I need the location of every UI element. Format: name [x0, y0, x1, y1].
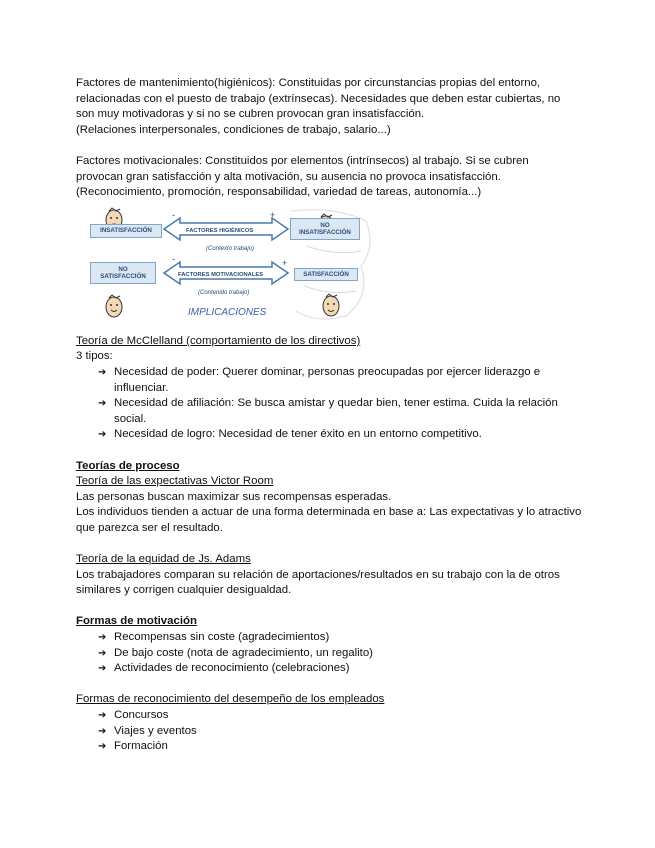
hygiene-line: son muy motivadoras y si no se cubren provocan gran insatisfacción.	[76, 108, 425, 121]
satisfaccion-box: SATISFACCIÓN	[294, 268, 358, 281]
factores-motivacionales-label: FACTORES MOTIVACIONALES	[178, 271, 264, 278]
list-item: ➔ Actividades de reconocimiento (celebraciones)	[98, 661, 591, 677]
motivational-line: (Reconocimiento, promoción, responsabilidad, variedad de tareas, autonomía...)	[76, 186, 482, 199]
list-item: ➔ Necesidad de poder: Querer dominar, personas preocupadas por ejercer liderazgo e influenciar.	[98, 365, 591, 396]
herzberg-diagram	[76, 206, 376, 324]
motivational-line: provocan gran satisfacción y alta motivación, su ausencia no provoca insatisfacción.	[76, 170, 501, 183]
contexto-label: (Contexto trabajo)	[206, 245, 255, 252]
contenido-label: (Contenido trabajo)	[198, 289, 250, 296]
plus-sign: +	[270, 209, 276, 220]
minus-sign: -	[172, 209, 175, 220]
hygiene-line: relacionadas con el puesto de trabajo (extrínsecas). Necesidades que deben estar cubiertas, no	[76, 92, 561, 105]
motivational-line: Factores motivacionales: Constituidos por elementos (intrínsecos) al trabajo. Si se cubren	[76, 154, 529, 167]
motivation-forms-heading: Formas de motivación	[76, 615, 197, 628]
implicaciones-label: IMPLICACIONES	[188, 306, 267, 318]
list-item: ➔ Viajes y eventos	[98, 724, 591, 740]
recognition-heading: Formas de reconocimiento del desempeño de los empleados	[76, 693, 385, 706]
mcclelland-intro: 3 tipos:	[76, 350, 113, 363]
no-satisfaccion-box: NO SATISFACCIÓN	[90, 262, 156, 284]
hygiene-line: Factores de mantenimiento(higiénicos): Constituidas por circunstancias propias del entorno,	[76, 77, 541, 89]
list-item: ➔ Necesidad de afiliación: Se busca amistar y quedar bien, tener estima. Cuida la relación social.	[98, 396, 591, 427]
no-insatisfaccion-box: NO INSATISFACCIÓN	[290, 218, 360, 240]
list-item: ➔ Recompensas sin coste (agradecimientos)	[98, 630, 591, 646]
plus-sign: +	[282, 257, 288, 268]
adams-heading: Teoría de la equidad de Js. Adams	[76, 553, 251, 566]
vroom-line: Las personas buscan maximizar sus recompensas esperadas.	[76, 490, 392, 503]
vroom-heading: Teoría de las expectativas Victor Room	[76, 475, 274, 488]
insatisfaccion-box: INSATISFACCIÓN	[90, 224, 162, 238]
list-item: ➔ Concursos	[98, 708, 591, 724]
process-heading: Teorías de proceso	[76, 459, 180, 472]
list-item: ➔ De bajo coste (nota de agradecimiento, un regalito)	[98, 646, 591, 662]
list-item: ➔ Necesidad de logro: Necesidad de tener éxito en un entorno competitivo.	[98, 427, 591, 443]
mcclelland-heading: Teoría de McClelland (comportamiento de los directivos)	[76, 334, 361, 347]
adams-text: Los trabajadores comparan su relación de aportaciones/resultados en su trabajo con la de otros similares y corrigen cualquier desigualdad.	[76, 568, 560, 597]
vroom-line: Los individuos tienden a actuar de una forma determinada en base a: Las expectativas y lo atractivo que parezca ser el resultado.	[76, 506, 582, 534]
mcclelland-list	[76, 365, 591, 443]
motivation-forms-list	[76, 630, 591, 677]
list-item: ➔ Formación	[98, 739, 591, 755]
factores-higienicos-label: FACTORES HIGIÉNICOS	[186, 227, 254, 234]
recognition-list	[76, 708, 591, 755]
document-page	[76, 76, 591, 755]
hygiene-line: (Relaciones interpersonales, condiciones de trabajo, salario...)	[76, 123, 391, 136]
minus-sign: -	[172, 253, 175, 264]
